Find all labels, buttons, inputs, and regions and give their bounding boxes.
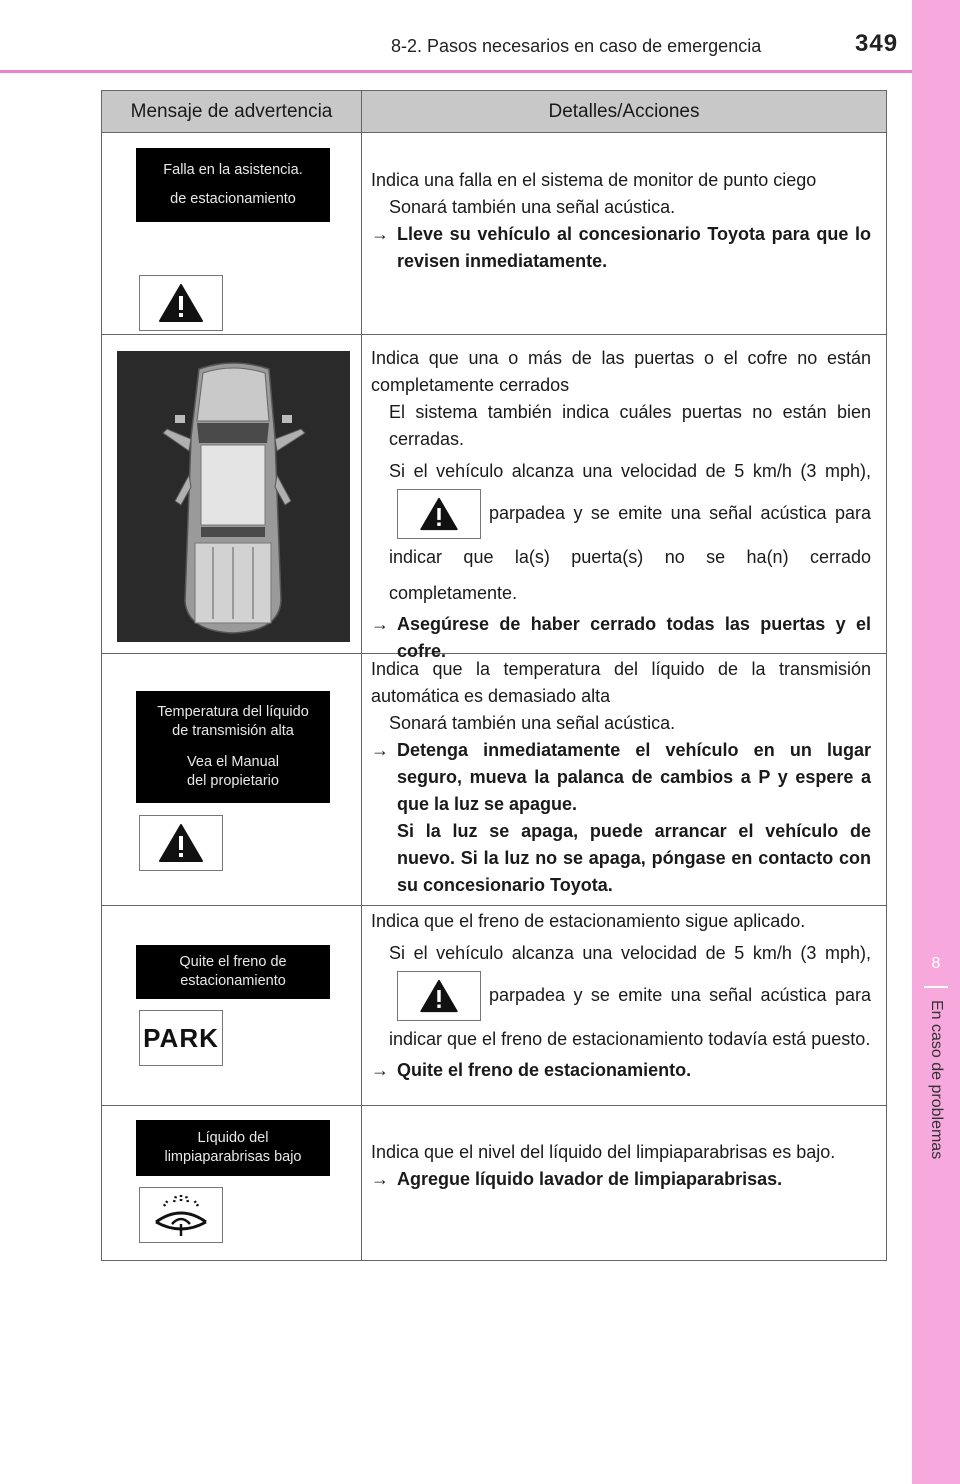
action-text (371, 1166, 871, 1193)
detail-sub: Sonará también una señal acústica. (389, 713, 676, 733)
chapter-title (912, 1000, 960, 1230)
message-line: limpiaparabrisas bajo (164, 1149, 302, 1165)
detail-lead: Indica una falla en el sistema de monitor de punto ciego (371, 170, 817, 190)
action-label: Agregue líquido lavador de limpiaparabrisas. (397, 1169, 783, 1189)
action-label: Lleve su vehículo al concesionario Toyota para que lo revisen inmediatamente. (397, 224, 871, 271)
detail-sub-part: parpadea y se emite una señal acústica para indicar que el freno de estacionamiento todavía está puesto. (389, 984, 871, 1049)
message-line: del propietario (187, 773, 279, 789)
arrow-icon: → (371, 740, 389, 760)
details-cell (362, 906, 886, 1105)
table-header (102, 91, 886, 133)
message-line: Temperatura del líquido (157, 704, 309, 720)
details-cell (362, 335, 886, 661)
details-cell (362, 1106, 886, 1260)
message-cell (102, 654, 362, 905)
message-cell (102, 335, 362, 653)
detail-sub (371, 453, 871, 611)
action-label: Quite el freno de estacionamiento. (397, 1060, 692, 1080)
message-display (136, 945, 330, 999)
action-text (371, 818, 871, 899)
detail-sub: Sonará también una señal acústica. (389, 197, 676, 217)
action-label: Asegúrese de haber cerrado todas las puertas y el cofre. (397, 614, 871, 661)
car-doors-open-image (117, 351, 350, 642)
warning-triangle-icon (139, 815, 223, 871)
action-text (371, 221, 871, 275)
detail-sub-part: Si el vehículo alcanza una velocidad de 5 km/h (3 mph), (389, 461, 871, 481)
chapter-divider (924, 986, 948, 988)
detail-lead: Indica que el nivel del líquido del limpiaparabrisas es bajo. (371, 1142, 836, 1162)
park-icon (139, 1010, 223, 1066)
chapter-title-text: En caso de problemas (928, 1000, 945, 1160)
detail-sub (371, 935, 871, 1057)
arrow-icon: → (371, 1169, 389, 1189)
details-cell (362, 133, 886, 334)
page-number: 349 (855, 30, 899, 57)
column-header-message: Mensaje de advertencia (102, 91, 362, 132)
message-line: de estacionamiento (170, 191, 296, 207)
table-row (102, 654, 886, 906)
section-title: 8-2. Pasos necesarios en caso de emergencia (391, 36, 762, 56)
page-header (0, 0, 912, 72)
detail-lead: Indica que el freno de estacionamiento sigue aplicado. (371, 911, 806, 931)
action-label: Si la luz se apaga, puede arrancar el vehículo de nuevo. Si la luz no se apaga, póngase en contacto con su concesionario Toyota. (397, 821, 871, 895)
warning-message-table (101, 90, 887, 1261)
detail-sub: El sistema también indica cuáles puertas no están bien cerradas. (389, 402, 871, 449)
action-label: Detenga inmediatamente el vehículo en un lugar seguro, mueva la palanca de cambios a P y espere a que la luz se apague. (397, 740, 871, 814)
detail-sub-part: Si el vehículo alcanza una velocidad de 5 km/h (3 mph), (389, 943, 871, 963)
park-label: PARK (143, 1022, 219, 1053)
message-line: Quite el freno de (179, 954, 287, 970)
message-line: estacionamiento (180, 973, 286, 989)
warning-triangle-icon (397, 489, 481, 539)
message-display (136, 1120, 330, 1176)
message-line: Líquido del (197, 1130, 269, 1146)
table-row (102, 133, 886, 335)
action-text (371, 737, 871, 818)
table-row (102, 906, 886, 1106)
action-text (371, 1057, 871, 1084)
warning-triangle-icon (139, 275, 223, 331)
warning-triangle-icon (397, 971, 481, 1021)
message-line: Vea el Manual (187, 754, 279, 770)
chapter-number: 8 (931, 955, 941, 972)
arrow-icon: → (371, 614, 389, 634)
column-header-details: Detalles/Acciones (548, 100, 700, 122)
message-cell (102, 1106, 362, 1260)
message-display (136, 148, 330, 222)
table-row (102, 335, 886, 661)
chapter-side-tab (912, 0, 960, 1484)
arrow-icon: → (371, 224, 389, 244)
header-rule (0, 70, 912, 73)
message-cell (102, 133, 362, 334)
action-text (371, 611, 871, 665)
arrow-icon: → (371, 1060, 389, 1080)
detail-sub-part: parpadea y se emite una señal acústica para indicar que la(s) puerta(s) no se ha(n) cerrado completamente. (389, 502, 871, 603)
message-cell (102, 906, 362, 1105)
detail-lead: Indica que una o más de las puertas o el cofre no están completamente cerrados (371, 348, 871, 395)
table-row (102, 1106, 886, 1260)
message-display (136, 691, 330, 803)
washer-fluid-icon (139, 1187, 223, 1243)
message-line: Falla en la asistencia. (163, 162, 303, 178)
detail-lead: Indica que la temperatura del líquido de la transmisión automática es demasiado alta (371, 659, 871, 706)
details-cell (362, 654, 886, 905)
message-line: de transmisión alta (172, 723, 294, 739)
